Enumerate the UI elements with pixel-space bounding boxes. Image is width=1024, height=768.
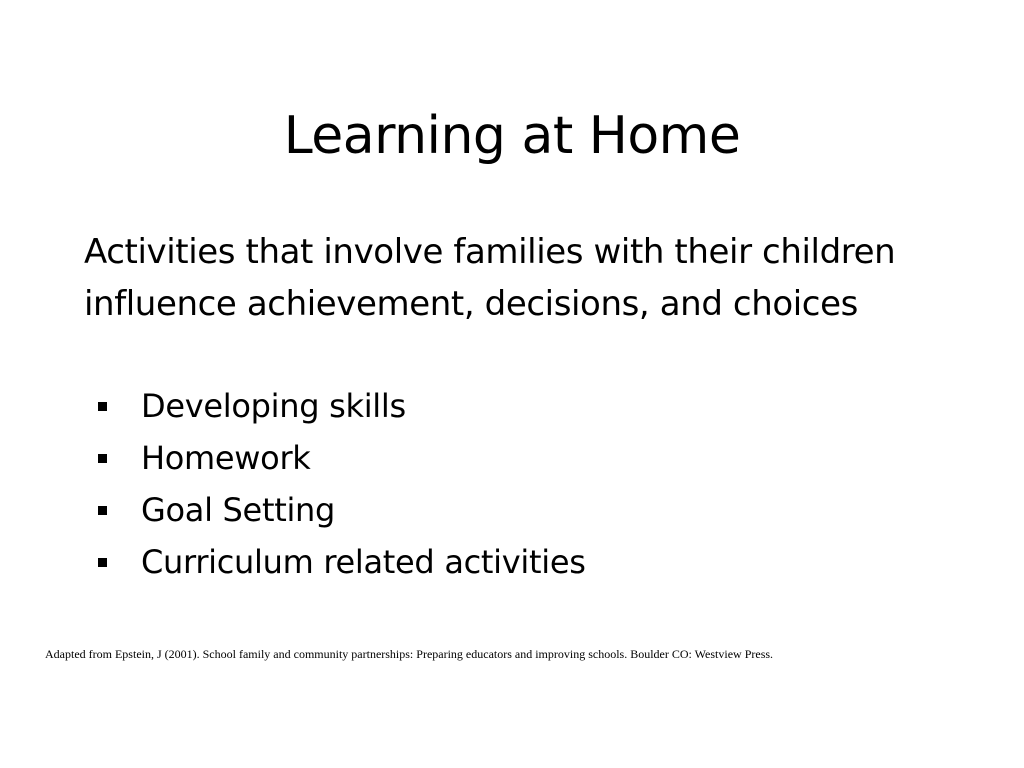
bullet-list (96, 380, 916, 588)
bullet-label: Goal Setting (141, 491, 336, 529)
citation-footnote: Adapted from Epstein, J (2001). School family and community partnerships: Preparing educators and improving schools. Boulder CO: Westview Press. (45, 647, 774, 661)
bullet-label: Developing skills (141, 387, 406, 425)
bullet-item (96, 536, 916, 588)
square-bullet-icon (98, 454, 107, 463)
body-paragraph: Activities that involve families with their children influence achievement, decisions, and choices (84, 232, 896, 324)
square-bullet-icon (98, 506, 107, 515)
bullet-item (96, 484, 916, 536)
square-bullet-icon (98, 402, 107, 411)
slide-title: Learning at Home (283, 106, 741, 166)
square-bullet-icon (98, 558, 107, 567)
bullet-label: Curriculum related activities (141, 543, 586, 581)
bullet-item (96, 380, 916, 432)
bullet-label: Homework (141, 439, 311, 477)
bullet-item (96, 432, 916, 484)
